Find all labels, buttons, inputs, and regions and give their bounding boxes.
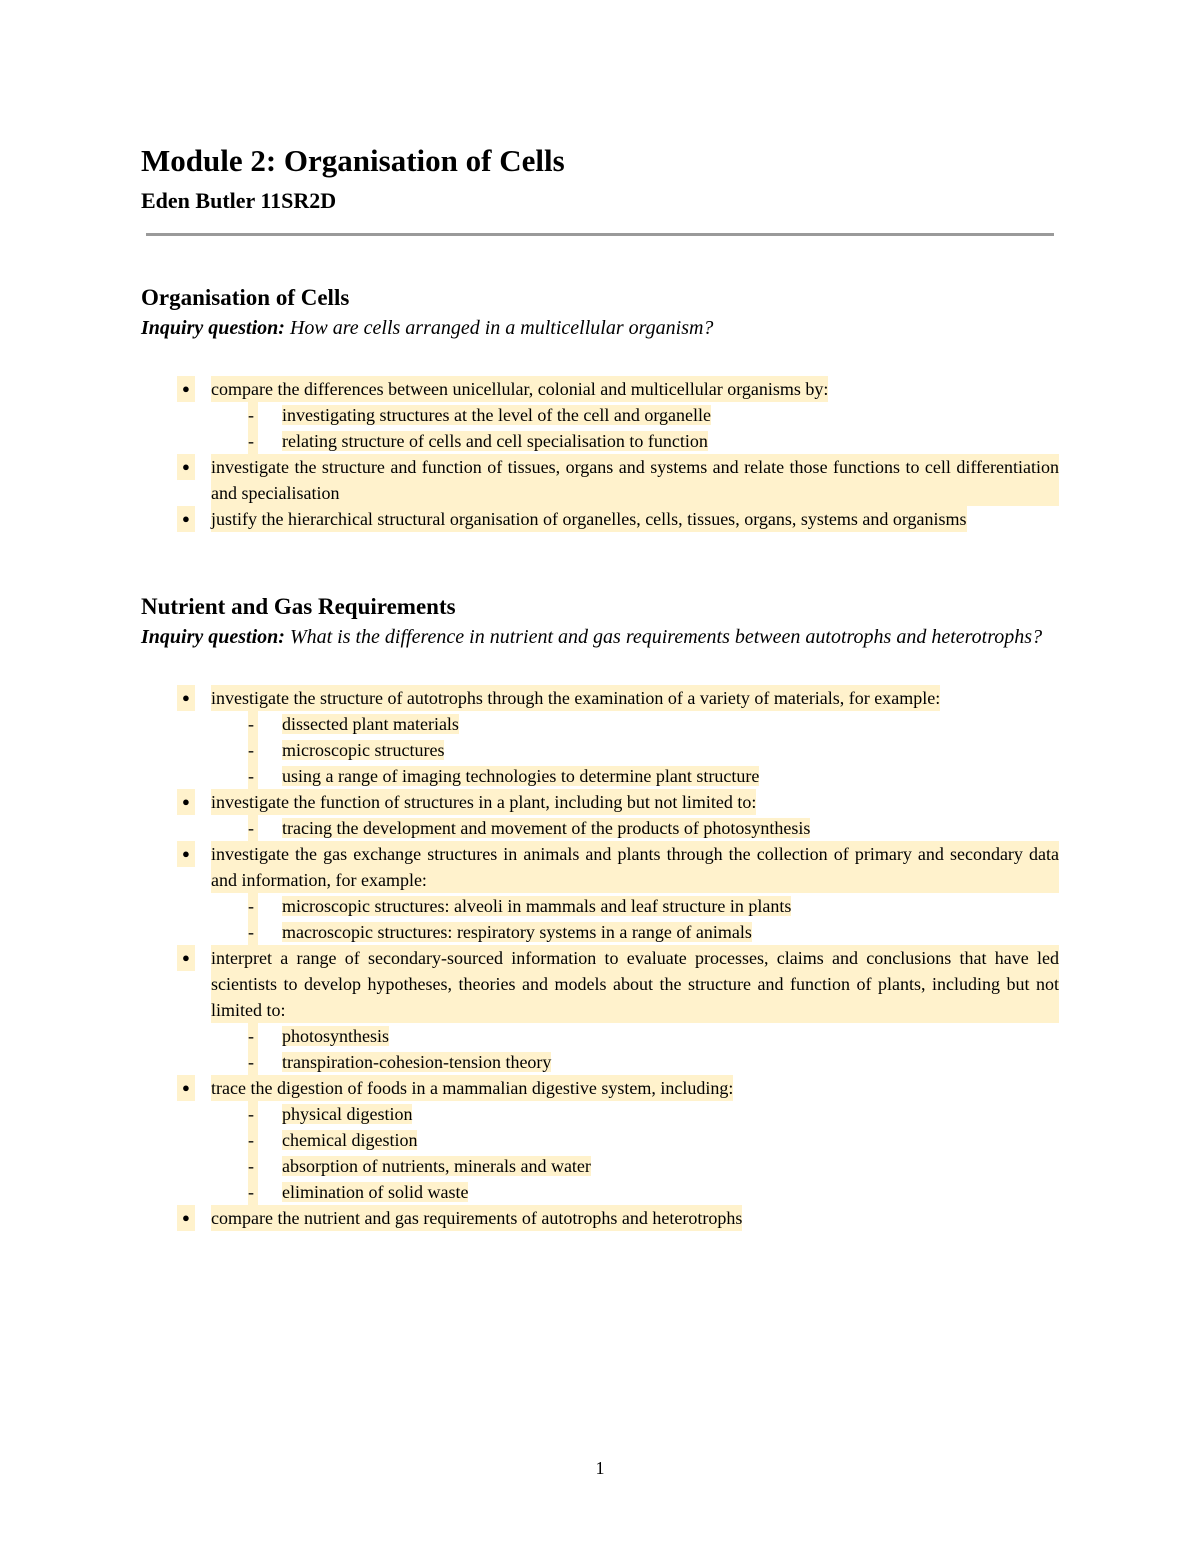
list-item-text: trace the digestion of foods in a mammalian digestive system, including: <box>211 1075 733 1101</box>
sub-list-item-text: elimination of solid waste <box>282 1182 469 1202</box>
dash-marker: - <box>248 919 258 945</box>
list-item-text: investigate the structure and function of tissues, organs and systems and relate those functions to cell differentiation and specialisation <box>211 454 1059 506</box>
list-item <box>141 376 1059 402</box>
sub-list-item-text: macroscopic structures: respiratory systems in a range of animals <box>282 922 752 942</box>
dash-marker: - <box>248 737 258 763</box>
sublist-container <box>141 893 1059 945</box>
outcome-list <box>141 376 1059 532</box>
bullet-icon: ● <box>177 789 195 815</box>
sub-list-item-text: absorption of nutrients, minerals and water <box>282 1156 591 1176</box>
inquiry-text: What is the difference in nutrient and gas requirements between autotrophs and heterotrophs? <box>289 626 1043 648</box>
dash-marker: - <box>248 893 258 919</box>
dash-marker: - <box>248 1153 258 1179</box>
list-item-text: investigate the structure of autotrophs through the examination of a variety of materials, for example: <box>211 685 940 711</box>
list-item-text: investigate the function of structures in a plant, including but not limited to: <box>211 789 756 815</box>
sub-list-item-text: photosynthesis <box>282 1026 390 1046</box>
list-item-text: compare the nutrient and gas requirements of autotrophs and heterotrophs <box>211 1205 742 1231</box>
sublist-container <box>141 711 1059 789</box>
sub-list <box>141 711 1059 789</box>
bullet-icon: ● <box>177 454 195 480</box>
sublist-container <box>141 1023 1059 1075</box>
sub-list-item-text: dissected plant materials <box>282 714 459 734</box>
sub-list <box>141 1023 1059 1075</box>
sub-list-item-text: chemical digestion <box>282 1130 418 1150</box>
list-item <box>141 1205 1059 1231</box>
dash-marker: - <box>248 815 258 841</box>
list-item <box>141 1075 1059 1101</box>
inquiry-question <box>141 313 1059 344</box>
sub-list-item <box>141 1101 1059 1127</box>
section-heading: Organisation of Cells <box>141 285 350 310</box>
bullet-icon: ● <box>177 506 195 532</box>
dash-marker: - <box>248 428 258 454</box>
dash-marker: - <box>248 402 258 428</box>
dash-marker: - <box>248 1179 258 1205</box>
sub-list-item <box>141 763 1059 789</box>
list-item <box>141 945 1059 1023</box>
list-item <box>141 841 1059 893</box>
list-item <box>141 506 1059 532</box>
sublist-container <box>141 1101 1059 1205</box>
sub-list-item <box>141 711 1059 737</box>
section-nutrient-and-gas-requirements <box>141 592 1059 1231</box>
sub-list-item-text: relating structure of cells and cell specialisation to function <box>282 431 708 451</box>
sub-list-item <box>141 893 1059 919</box>
dash-marker: - <box>248 1023 258 1049</box>
list-item <box>141 685 1059 711</box>
list-item-text: interpret a range of secondary-sourced information to evaluate processes, claims and conclusions that have led scientists to develop hypotheses, theories and models about the structure and function of plants, including but not limited to: <box>211 945 1059 1023</box>
sub-list <box>141 1101 1059 1205</box>
document-title: Module 2: Organisation of Cells <box>141 143 565 178</box>
sub-list-item <box>141 1049 1059 1075</box>
sub-list-item <box>141 919 1059 945</box>
sub-list-item <box>141 815 1059 841</box>
dash-marker: - <box>248 763 258 789</box>
sublist-container <box>141 815 1059 841</box>
inquiry-question <box>141 622 1059 653</box>
sub-list-item <box>141 1153 1059 1179</box>
dash-marker: - <box>248 711 258 737</box>
dash-marker: - <box>248 1101 258 1127</box>
bullet-icon: ● <box>177 1205 195 1231</box>
dash-marker: - <box>248 1049 258 1075</box>
sub-list-item <box>141 428 1059 454</box>
list-item <box>141 454 1059 506</box>
inquiry-label: Inquiry question: <box>141 626 285 648</box>
sub-list-item-text: physical digestion <box>282 1104 413 1124</box>
sub-list-item-text: transpiration-cohesion-tension theory <box>282 1052 552 1072</box>
sub-list-item-text: microscopic structures <box>282 740 445 760</box>
list-item-text: investigate the gas exchange structures in animals and plants through the collection of primary and secondary data and information, for example: <box>211 841 1059 893</box>
bullet-icon: ● <box>177 376 195 402</box>
sub-list-item-text: using a range of imaging technologies to determine plant structure <box>282 766 760 786</box>
bullet-icon: ● <box>177 945 195 971</box>
bullet-icon: ● <box>177 685 195 711</box>
bullet-icon: ● <box>177 1075 195 1101</box>
inquiry-label: Inquiry question: <box>141 317 285 339</box>
sub-list-item-text: microscopic structures: alveoli in mammals and leaf structure in plants <box>282 896 792 916</box>
list-item <box>141 789 1059 815</box>
sub-list-item <box>141 1179 1059 1205</box>
bullet-icon: ● <box>177 841 195 867</box>
dash-marker: - <box>248 1127 258 1153</box>
sub-list-item <box>141 737 1059 763</box>
title-divider <box>146 233 1054 236</box>
section-organisation-of-cells <box>141 283 1059 532</box>
page-number: 1 <box>595 1458 605 1478</box>
sub-list-item-text: investigating structures at the level of the cell and organelle <box>282 405 712 425</box>
list-item-text: compare the differences between unicellular, colonial and multicellular organisms by: <box>211 376 828 402</box>
sub-list-item-text: tracing the development and movement of the products of photosynthesis <box>282 818 811 838</box>
sub-list-item <box>141 402 1059 428</box>
outcome-list <box>141 685 1059 1231</box>
sub-list <box>141 815 1059 841</box>
document-subtitle: Eden Butler 11SR2D <box>141 188 337 213</box>
sub-list <box>141 402 1059 454</box>
sub-list-item <box>141 1127 1059 1153</box>
sublist-container <box>141 402 1059 454</box>
section-heading: Nutrient and Gas Requirements <box>141 594 456 619</box>
list-item-text: justify the hierarchical structural organisation of organelles, cells, tissues, organs, systems and organisms <box>211 506 967 532</box>
sub-list-item <box>141 1023 1059 1049</box>
inquiry-text: How are cells arranged in a multicellular organism? <box>289 317 714 339</box>
sub-list <box>141 893 1059 945</box>
